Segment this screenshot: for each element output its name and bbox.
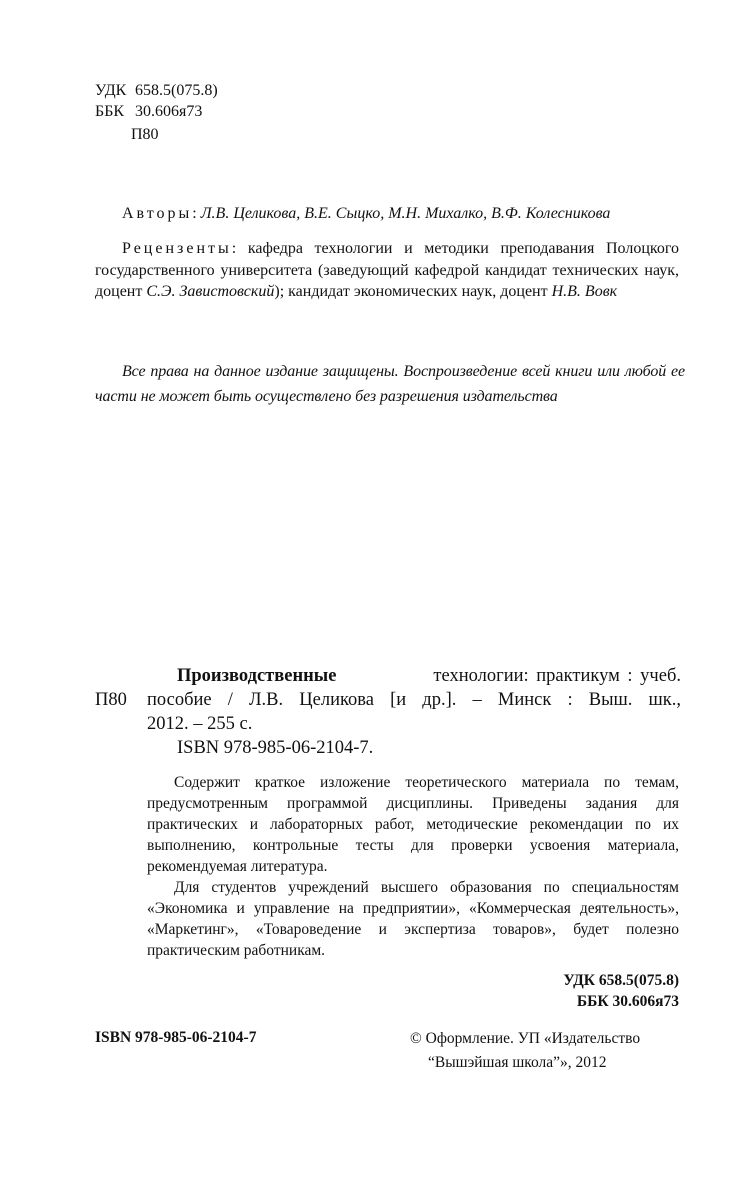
udk-value: 658.5(075.8) [135, 82, 218, 99]
index-udk: УДК 658.5(075.8) [563, 972, 679, 989]
udk-label: УДК [95, 82, 127, 99]
copyright [410, 1027, 680, 1075]
bbk-value: 30.606я73 [135, 103, 203, 120]
udk-row [95, 80, 218, 102]
reviewers-text-1: кафедра технологии и методики преподавания Полоцкого государственного университета (заведующий кафедрой кандидат технических наук, доцент [95, 240, 679, 301]
card-line-3: 2012. – 255 с. [147, 714, 253, 734]
reviewers-paragraph [95, 238, 679, 303]
annotation-para-1: Содержит краткое изложение теоретического материала по темам, предусмотренным программой дисциплины. Приведены задания для практических и лабораторных работ, методические рекомендации по их выполнению, контрольные тесты для проверки усвоения материала, рекомендуемая литература. [147, 774, 679, 875]
card-line-1-rest: технологии: практикум : учеб. [433, 666, 681, 686]
bbk-row [95, 101, 202, 123]
authors-label: Авторы [122, 205, 193, 222]
reviewers-label: Рецензенты [122, 240, 232, 257]
copyright-line-2: “Вышэйшая школа”», 2012 [428, 1054, 607, 1071]
author-mark: П80 [131, 126, 159, 143]
rights-notice: Все права на данное издание защищены. Воспроизведение всей книги или любой ее части не может быть осуществлено без разрешения издательства [95, 363, 685, 405]
card-title-word: Производственные [177, 666, 337, 686]
index-codes [563, 970, 679, 1012]
card-line-1 [147, 664, 681, 688]
reviewers-text-2: ); кандидат экономических наук, доцент [274, 283, 552, 301]
footer-isbn: ISBN 978-985-06-2104-7 [95, 1029, 257, 1046]
bbk-label: ББК [95, 103, 125, 120]
index-bbk: ББК 30.606я73 [576, 993, 679, 1010]
reviewers-sep: : [231, 240, 248, 257]
annotation [147, 772, 679, 961]
card-isbn: ISBN 978-985-06-2104-7. [177, 738, 374, 758]
annotation-para-2: Для студентов учреждений высшего образования по специальностям «Экономика и управление на предприятии», «Коммерческая деятельность», «Маркетинг», «Товароведение и экспертиза товаров», будет полезно практическим работникам. [147, 879, 679, 959]
reviewer-name-2: Н.В. Вовк [551, 283, 618, 301]
reviewer-name-1: С.Э. Завистовский [146, 283, 275, 301]
authors-sep: : [192, 205, 201, 222]
card-mark: П80 [95, 690, 127, 710]
card-line-2: пособие / Л.В. Целикова [и др.]. – Минск : Выш. шк., [147, 690, 681, 710]
authors-names: Л.В. Целикова, В.Е. Сыцко, М.Н. Михалко, В.Ф. Колесникова [200, 205, 611, 222]
authors-line [122, 203, 692, 225]
catalog-card [147, 664, 681, 760]
copyright-line-1: © Оформление. УП «Издательство [410, 1030, 641, 1047]
